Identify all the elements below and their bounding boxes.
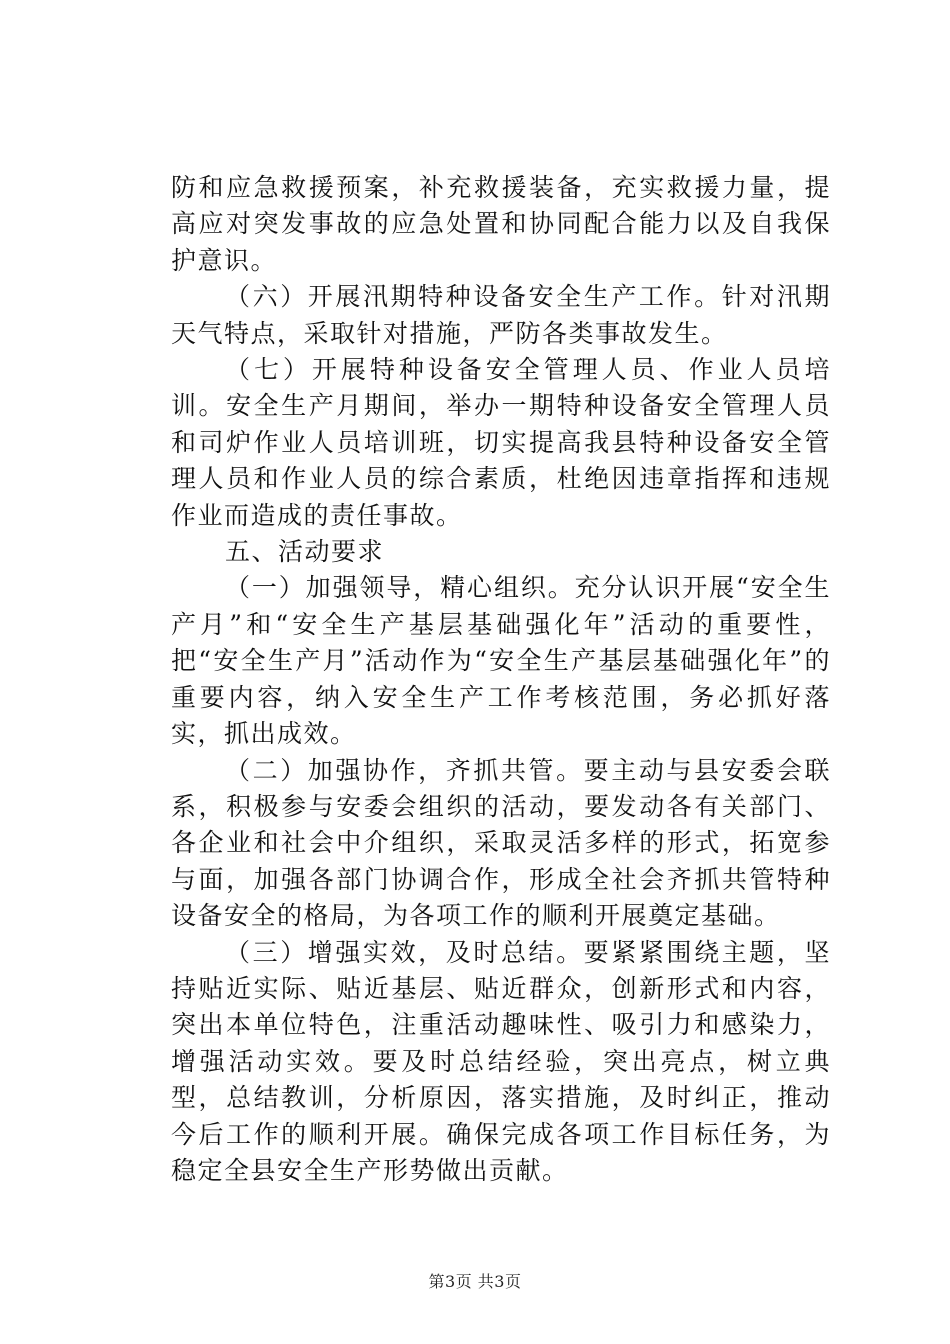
paragraph-requirement-2: （二）加强协作，齐抓共管。要主动与县安委会联系，积极参与安委会组织的活动，要发动各有关部门、各企业和社会中介组织，采取灵活多样的形式，拓宽参与面，加强各部门协调合作，形成全社会齐抓共管特种设备安全的格局，为各项工作的顺利开展奠定基础。 [171,755,831,931]
paragraph-item-6: （六）开展汛期特种设备安全生产工作。针对汛期天气特点，采取针对措施，严防各类事故发生。 [171,282,831,348]
page-footer [0,1272,950,1292]
paragraph-requirement-1: （一）加强领导，精心组织。充分认识开展“安全生产月”和“安全生产基层基础强化年”活动的重要性，把“安全生产月”活动作为“安全生产基层基础强化年”的重要内容，纳入安全生产工作考核范围，务必抓好落实，抓出成效。 [171,573,831,749]
section-heading-5: 五、活动要求 [225,537,385,567]
page-number-label: 第3页 共3页 [428,1272,522,1291]
paragraph-item-7: （七）开展特种设备安全管理人员、作业人员培训。安全生产月期间，举办一期特种设备安全管理人员和司炉作业人员培训班，切实提高我县特种设备安全管理人员和作业人员的综合素质，杜绝因违章指挥和违规作业而造成的责任事故。 [171,355,831,530]
document-body [171,170,831,1189]
paragraph-requirement-3: （三）增强实效，及时总结。要紧紧围绕主题，坚持贴近实际、贴近基层、贴近群众，创新形式和内容，突出本单位特色，注重活动趣味性、吸引力和感染力，增强活动实效。要及时总结经验，突出亮点，树立典型，总结教训，分析原因，落实措施，及时纠正，推动今后工作的顺利开展。确保完成各项工作目标任务，为稳定全县安全生产形势做出贡献。 [171,937,831,1185]
paragraph-continued-rescue-plan: 防和应急救援预案，补充救援装备，充实救援力量，提高应对突发事故的应急处置和协同配合能力以及自我保护意识。 [171,173,831,275]
